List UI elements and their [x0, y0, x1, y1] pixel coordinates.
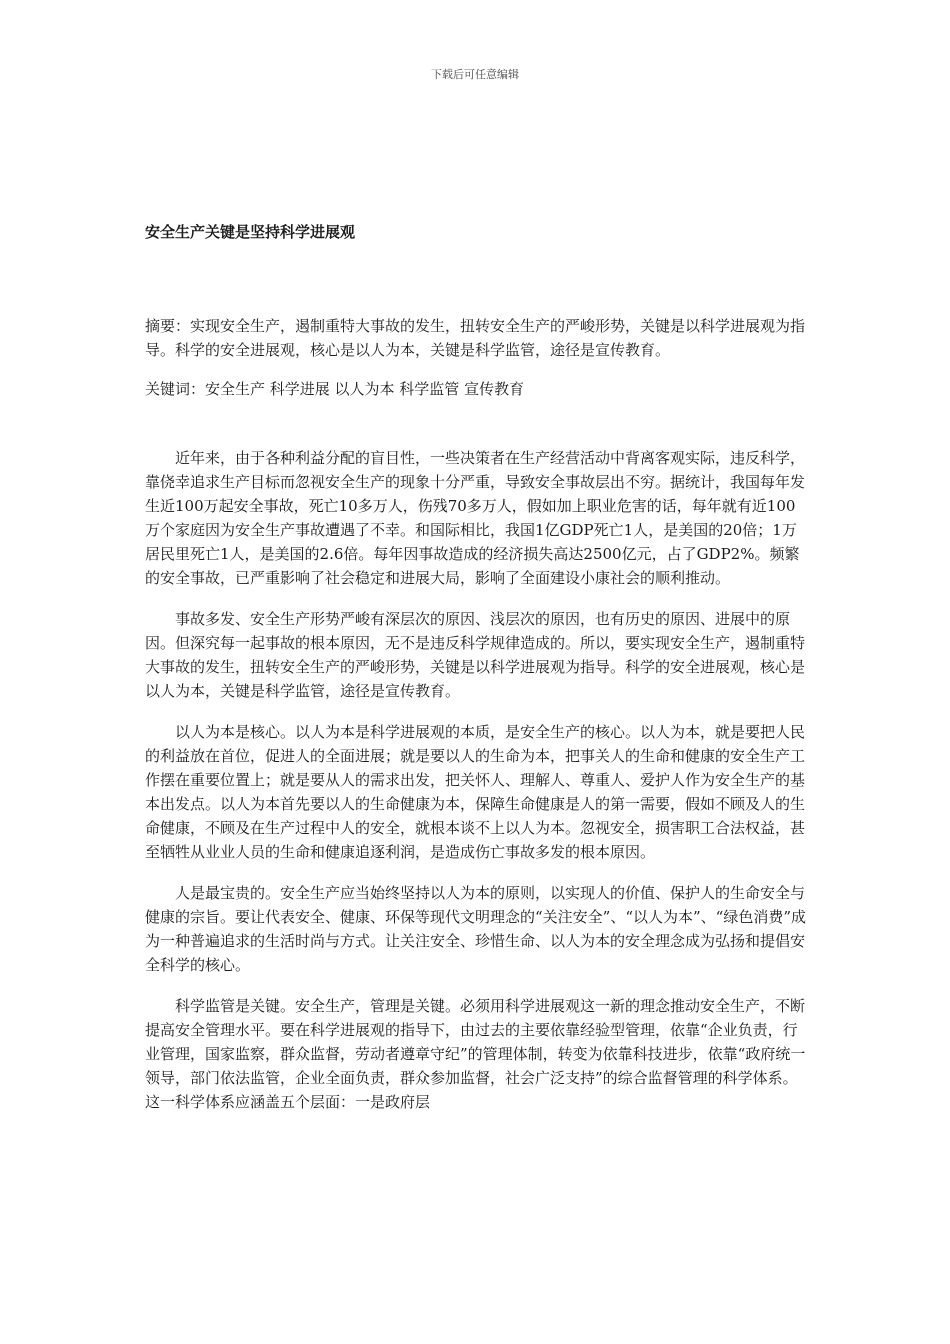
paragraph-1: 近年来，由于各种利益分配的盲目性，一些决策者在生产经营活动中背离客观实际，违反科学，靠侥幸追求生产目标而忽视安全生产的现象十分严重，导致安全事故层出不穷。据统计，我国每年发生近100万起安全事故，死亡10多万人，伤残70多万人，假如加上职业危害的话，每年就有近100万个家庭因为安全生产事故遭遇了不幸。和国际相比，我国1亿GDP死亡1人，是美国的20倍；1万居民里死亡1人，是美国的2.6倍。每年因事故造成的经济损失高达2500亿元，占了GDP2%。频繁的安全事故，已严重影响了社会稳定和进展大局，影响了全面建设小康社会的顺利推动。 [145, 449, 806, 587]
paragraph-3: 以人为本是核心。以人为本是科学进展观的本质，是安全生产的核心。以人为本，就是要把人民的利益放在首位，促进人的全面进展；就是要以人的生命为本，把事关人的生命和健康的安全生产工作摆在重要位置上；就是要从人的需求出发，把关怀人、理解人、尊重人、爱护人作为安全生产的基本出发点。以人为本首先要以人的生命健康为本，保障生命健康是人的第一需要，假如不顾及人的生命健康，不顾及在生产过程中人的安全，就根本谈不上以人为本。忽视安全，损害职工合法权益，甚至牺牲从业业人员的生命和健康追逐利润，是造成伤亡事故多发的根本原因。 [145, 723, 806, 861]
abstract: 摘要：实现安全生产，遏制重特大事故的发生，扭转安全生产的严峻形势，关键是以科学进展观为指导。科学的安全进展观，核心是以人为本，关键是科学监管，途径是宣传教育。 [145, 317, 806, 359]
page-header: 下载后可任意编辑 [431, 68, 519, 81]
paragraph-5: 科学监管是关键。安全生产，管理是关键。必须用科学进展观这一新的理念推动安全生产，不断提高安全管理水平。要在科学进展观的指导下，由过去的主要依靠经验型管理，依靠“企业负责，行业管理，国家监察，群众监督，劳动者遵章守纪”的管理体制，转变为依靠科技进步，依靠“政府统一领导，部门依法监管，企业全面负责，群众参加监督，社会广泛支持”的综合监督管理的科学体系。这一科学体系应涵盖五个层面：一是政府层 [145, 997, 806, 1111]
paragraph-4: 人是最宝贵的。安全生产应当始终坚持以人为本的原则，以实现人的价值、保护人的生命安全与健康的宗旨。要让代表安全、健康、环保等现代文明理念的“关注安全”、“以人为本”、“绿色消费”成为一种普遍追求的生活时尚与方式。让关注安全、珍惜生命、以人为本的安全理念成为弘扬和提倡安全科学的核心。 [145, 884, 807, 974]
document-title: 安全生产关键是坚持科学进展观 [145, 223, 356, 241]
paragraph-2: 事故多发、安全生产形势严峻有深层次的原因、浅层次的原因，也有历史的原因、进展中的原因。但深究每一起事故的根本原因，无不是违反科学规律造成的。所以，要实现安全生产，遏制重特大事故的发生，扭转安全生产的严峻形势，关键是以科学进展观为指导。科学的安全进展观，核心是以人为本，关键是科学监管，途径是宣传教育。 [145, 610, 806, 700]
document-body [145, 314, 807, 1131]
keywords: 关键词：安全生产 科学进展 以人为本 科学监管 宣传教育 [145, 380, 525, 398]
